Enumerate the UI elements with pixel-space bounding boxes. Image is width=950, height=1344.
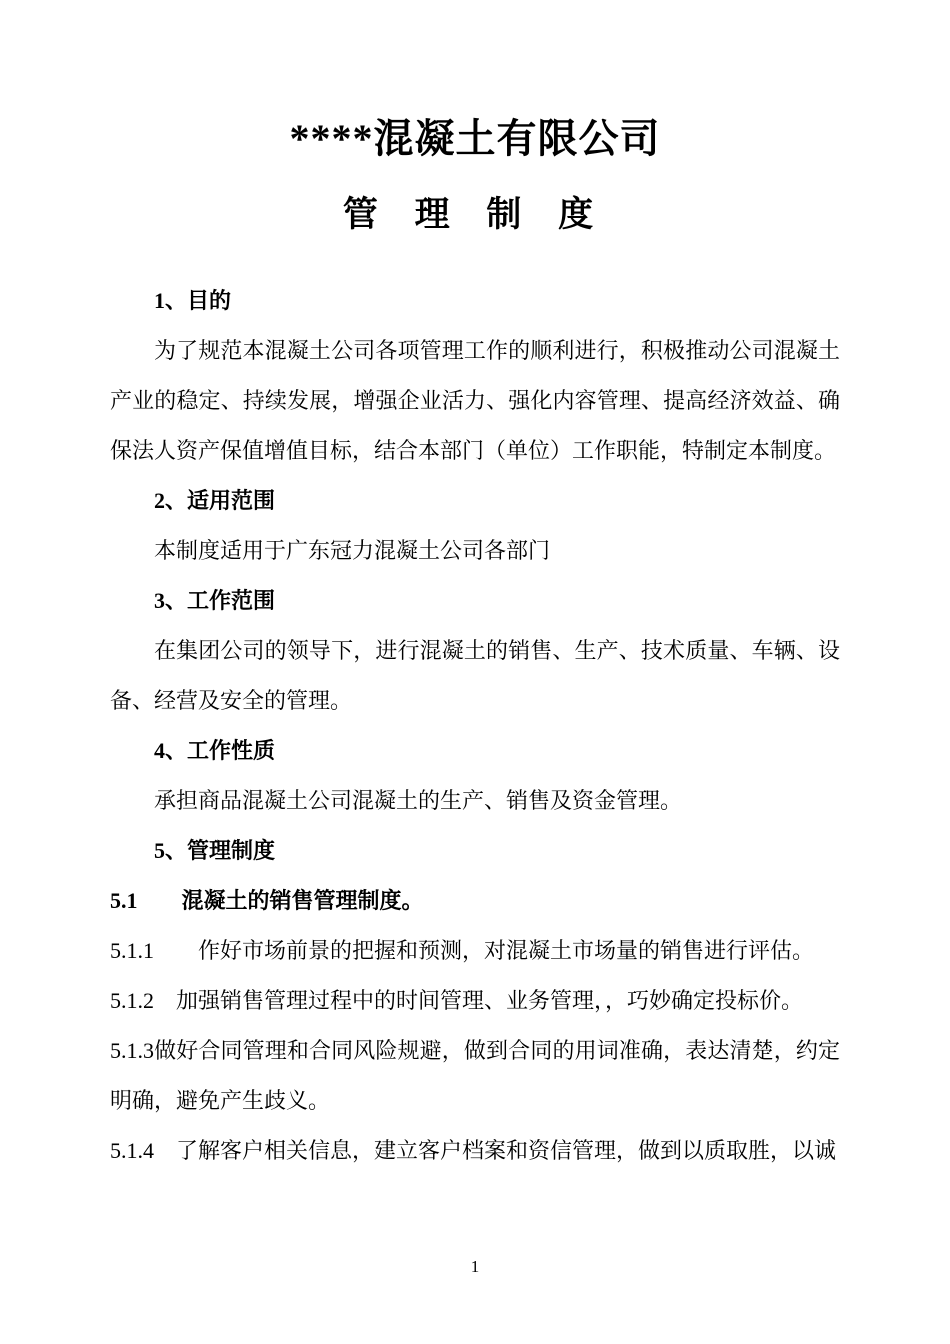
list-item: 5.1.2 加强销售管理过程中的时间管理、业务管理，，巧妙确定投标价。 bbox=[110, 987, 804, 1013]
list-item: 5.1 混凝土的销售管理制度。 bbox=[110, 887, 424, 913]
page-number: 1 bbox=[470, 1257, 480, 1276]
section-heading: 1、目的 bbox=[154, 287, 232, 313]
section-heading: 2、适用范围 bbox=[154, 487, 276, 513]
list-item: 5.1.4 了解客户相关信息，建立客户档案和资信管理，做到以质取胜，以诚 bbox=[110, 1137, 837, 1163]
list-item: 5.1.1 作好市场前景的把握和预测，对混凝土市场量的销售进行评估。 bbox=[110, 937, 815, 963]
list-item: 5.1.3做好合同管理和合同风险规避，做到合同的用词准确，表达清楚，约定明确，避免产生歧义。 bbox=[110, 1037, 840, 1113]
paragraph: 本制度适用于广东冠力混凝土公司各部门 bbox=[154, 537, 551, 563]
paragraph: 承担商品混凝土公司混凝土的生产、销售及资金管理。 bbox=[154, 787, 683, 813]
section-heading: 3、工作范围 bbox=[154, 587, 276, 613]
paragraph: 为了规范本混凝土公司各项管理工作的顺利进行，积极推动公司混凝土产业的稳定、持续发展，增强企业活力、强化内容管理、提高经济效益、确保法人资产保值增值目标，结合本部门（单位）工作职能，特制定本制度。 bbox=[110, 337, 840, 463]
paragraph: 在集团公司的领导下，进行混凝土的销售、生产、技术质量、车辆、设备、经营及安全的管理。 bbox=[110, 637, 840, 713]
document-title: ****混凝土有限公司 bbox=[289, 116, 661, 161]
section-heading: 5、管理制度 bbox=[154, 837, 276, 863]
document-body bbox=[110, 276, 840, 1176]
document-subtitle: 管 理 制 度 bbox=[342, 195, 608, 234]
section-heading: 4、工作性质 bbox=[154, 737, 276, 763]
